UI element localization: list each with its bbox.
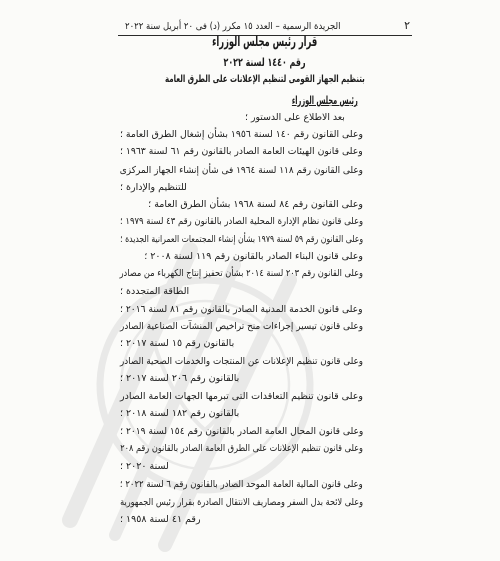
citation-line: وعلى القانون رقم ١٤٠ لسنة ١٩٥٦ بشأن إشغال الطرق العامة ؛ [120,129,363,140]
citation-line: وعلى القانون رقم ٨٤ لسنة ١٩٦٨ بشأن الطرق العامة ؛ [148,199,363,210]
citation-continuation: بالقانون رقم ١٥ لسنة ٢٠١٧ ؛ [120,338,235,349]
citation-continuation: لسنة ٢٠٢٠ ؛ [120,461,169,472]
citation-line: وعلى القانون رقم ٢٠٣ لسنة ٢٠١٤ بشأن تحفيز إنتاج الكهرباء من مصادر [119,268,363,279]
citation-line: وعلى قانون المالية العامة الموحد الصادر بالقانون رقم ٦ لسنة ٢٠٢٢ ؛ [120,479,363,490]
citation-continuation: رقم ٤١ لسنة ١٩٥٨ ؛ [120,514,201,525]
citation-line: وعلى قانون الهيئات العامة الصادر بالقانون رقم ٦١ لسنة ١٩٦٣ ؛ [120,146,363,157]
citation-line: وعلى قانون المحال العامة الصادر بالقانون رقم ١٥٤ لسنة ٢٠١٩ ؛ [119,426,363,437]
citation-continuation: بالقانون رقم ١٨٢ لسنة ٢٠١٨ ؛ [120,408,240,419]
citation-line: وعلى قانون تيسير إجراءات منح تراخيص المنشآت الصناعية الصادر [120,321,363,332]
decree-subject-row [120,74,410,85]
citation-continuation: بالقانون رقم ٢٠٦ لسنة ٢٠١٧ ؛ [120,373,240,384]
page-number: ٢ [404,19,410,32]
decree-subject: بتنظيم الجهاز القومى لتنظيم الإعلانات على الطرق العامة [165,74,365,85]
citation-continuation: الطاقة المتجددة ؛ [120,286,190,297]
citation-line: وعلى قانون تنظيم الإعلانات عن المنتجات والخدمات الصحية الصادر [120,356,363,367]
citation-line: وعلى قانون تنظيم التعاقدات التى تبرمها الجهات العامة الصادر [120,391,363,402]
citation-line: وعلى قانون البناء الصادر بالقانون رقم ١١٩ لسنة ٢٠٠٨ ؛ [144,251,363,262]
citation-line: وعلى القانون رقم ١١٨ لسنة ١٩٦٤ فى شأن إنشاء الجهاز المركزى [119,165,363,176]
citation-line: وعلى قانون نظام الإدارة المحلية الصادر بالقانون رقم ٤٣ لسنة ١٩٧٩ ؛ [119,216,363,227]
citation-line: وعلى القانون رقم ٥٩ لسنة ١٩٧٩ بشأن إنشاء المجتمعات العمرانية الجديدة ؛ [120,234,363,245]
citation-line: وعلى لائحة بدل السفر ومصاريف الانتقال الصادرة بقرار رئيس الجمهورية [120,497,363,508]
decree-title-row [120,34,410,50]
citation-line: وعلى قانون الخدمة المدنية الصادر بالقانون رقم ٨١ لسنة ٢٠١٦ ؛ [120,304,363,315]
gazette-header: الجريدة الرسمية – العدد ١٥ مكرر (د) فى ٢٠ أبريل سنة ٢٠٢٢ [124,21,340,32]
decree-title: قرار رئيس مجلس الوزراء [212,34,318,50]
decree-number: رقم ١٤٤٠ لسنة ٢٠٢٢ [223,55,307,69]
decree-number-row [120,55,410,69]
preamble-line: بعد الاطلاع على الدستور ؛ [245,112,345,123]
citation-continuation: للتنظيم والإدارة ؛ [120,182,187,193]
citation-line: وعلى قانون تنظيم الإعلانات على الطرق العامة الصادر بالقانون رقم ٢٠٨ [120,443,363,454]
issuer-heading: رئيس مجلس الوزراء [292,93,358,107]
